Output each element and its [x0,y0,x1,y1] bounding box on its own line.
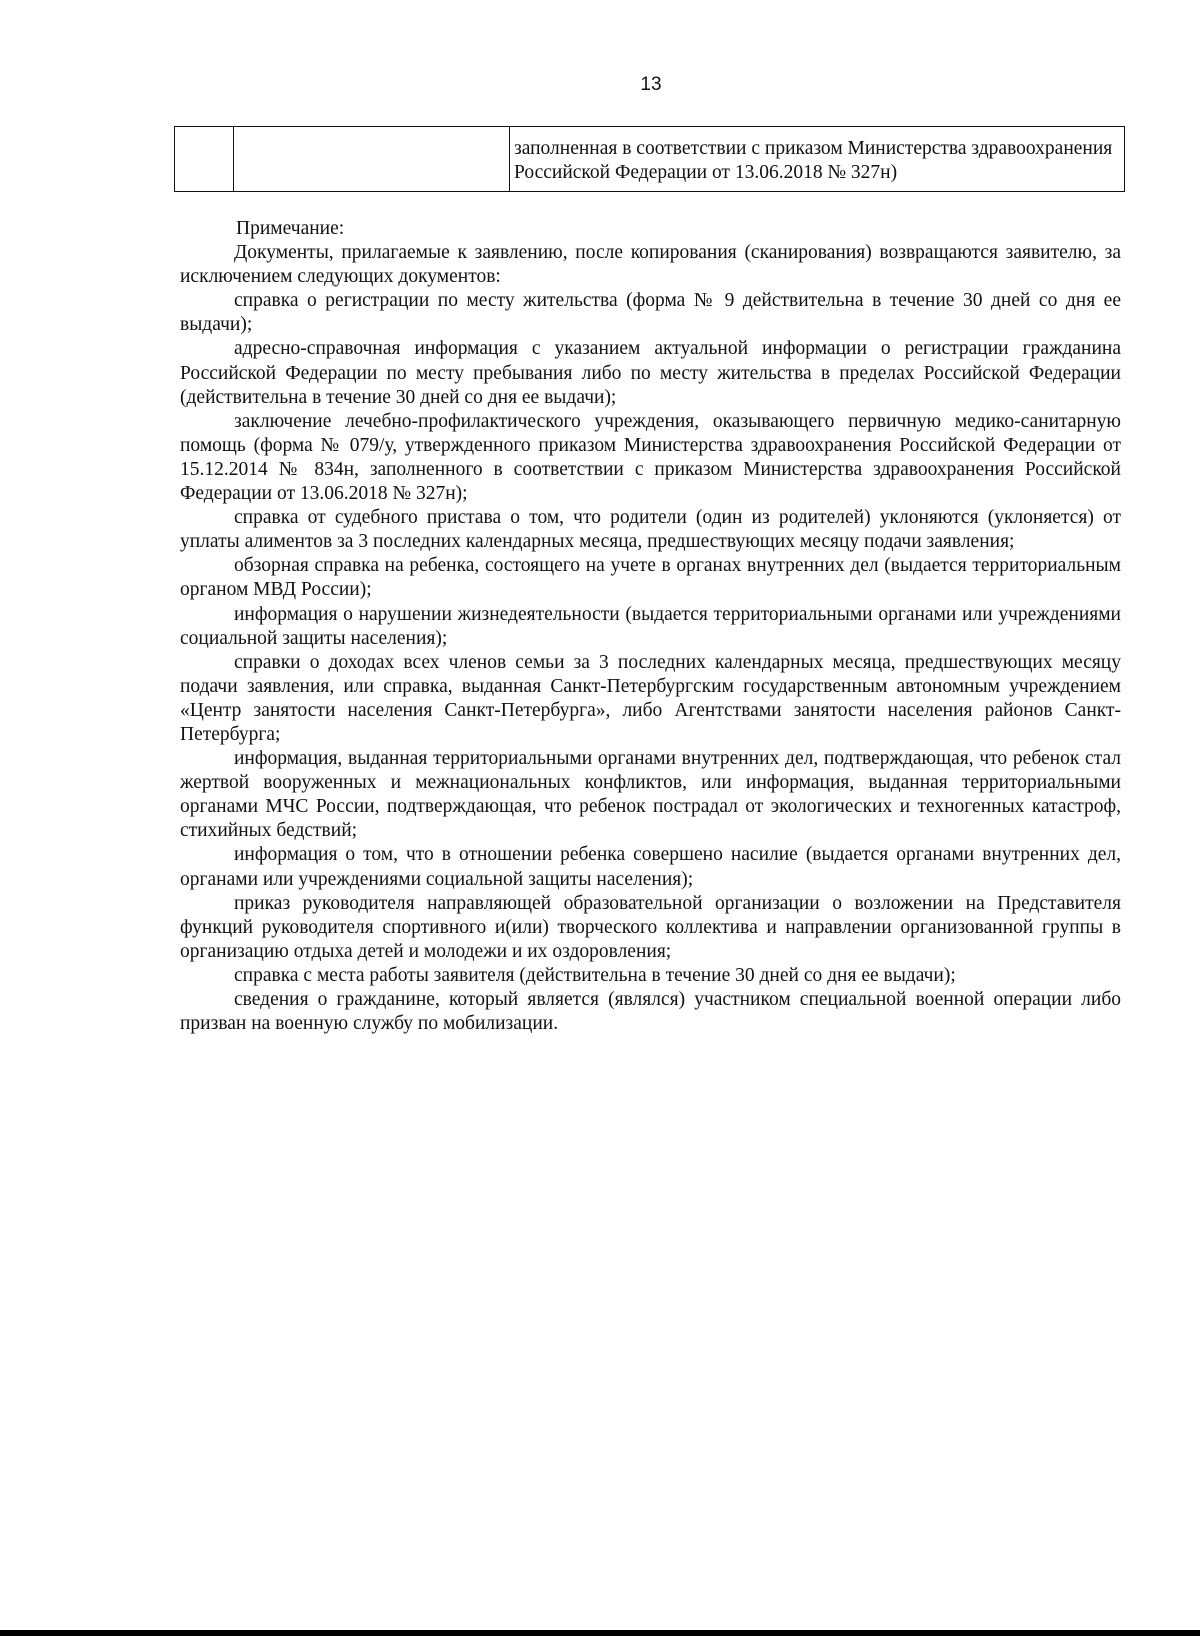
table-cell-text: заполненная в соответствии с приказом Министерства здравоохранения Российской Федерации от 13.06.2018 № 327н) [510,127,1125,192]
note-paragraph: информация о том, что в отношении ребенка совершено насилие (выдается органами внутренних дел, органами или учреждениями социальной защиты населения); [180,844,1121,890]
table-cell-number [175,127,234,192]
continuation-table [174,126,1125,192]
note-paragraph: адресно-справочная информация с указанием актуальной информации о регистрации гражданина Российской Федерации по месту пребывания либо по месту жительства в пределах Российской Федерации (действительна в течение 30 дней со дня ее выдачи); [180,338,1121,408]
table-row [175,127,1125,192]
note-paragraph: информация, выданная территориальными органами внутренних дел, подтверждающая, что ребенок стал жертвой вооруженных и межнациональных конфликтов, или информация, выданная территориальными органами МЧС России, подтверждающая, что ребенок пострадал от экологических и техногенных катастроф, стихийных бедствий; [180,748,1121,842]
note-paragraph: сведения о гражданине, который является (являлся) участником специальной военной операции либо призван на военную службу по мобилизации. [180,989,1121,1035]
table-cell-name [234,127,510,192]
note-paragraph: заключение лечебно-профилактического учреждения, оказывающего первичную медико-санитарную помощь (форма № 079/у, утвержденного приказом Министерства здравоохранения Российской Федерации от 15.12.2014 № 834н, заполненного в соответствии с приказом Министерства здравоохранения Российской Федерации от 13.06.2018 № 327н); [180,410,1121,505]
note-paragraph: информация о нарушении жизнедеятельности (выдается территориальными органами или учреждениями социальной защиты населения); [180,603,1121,649]
note-paragraph: справка о регистрации по месту жительства (форма № 9 действительна в течение 30 дней со дня ее выдачи); [180,290,1121,336]
note-paragraph: справки о доходах всех членов семьи за 3 последних календарных месяца, предшествующих месяцу подачи заявления, или справка, выданная Санкт-Петербургским государственным автономным учреждением «Центр занятости населения Санкт-Петербурга», либо Агентствами занятости населения районов Санкт-Петербурга; [180,651,1121,745]
note-section [180,217,1121,1036]
page-number: 13 [640,74,662,95]
note-paragraph: приказ руководителя направляющей образовательной организации о возложении на Представителя функций руководителя спортивного и(или) творческого коллектива и направлении организованной группы в организацию отдыха детей и молодежи и их оздоровления; [180,892,1121,962]
note-paragraph: обзорная справка на ребенка, состоящего на учете в органах внутренних дел (выдается территориальным органом МВД России); [180,555,1121,601]
note-title: Примечание: [236,218,345,239]
note-paragraph: Документы, прилагаемые к заявлению, после копирования (сканирования) возвращаются заявителю, за исключением следующих документов: [180,242,1121,288]
scan-edge-line [0,1630,1200,1636]
note-paragraph: справка от судебного пристава о том, что родители (один из родителей) уклоняются (уклоняется) от уплаты алиментов за 3 последних календарных месяца, предшествующих месяцу подачи заявления; [180,507,1121,553]
note-paragraph: справка с места работы заявителя (действительна в течение 30 дней со дня ее выдачи); [234,964,956,986]
